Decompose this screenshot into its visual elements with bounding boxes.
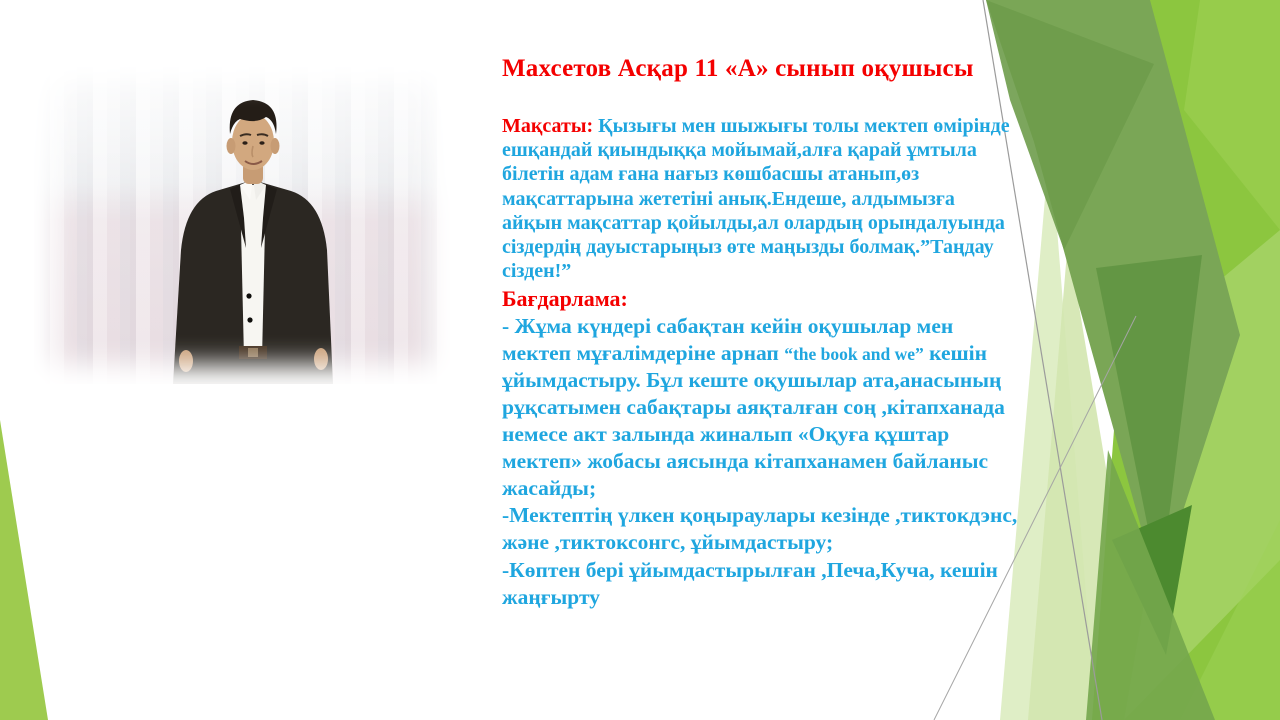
- program-item-1-post: кешін ұйымдастыру. Бұл кеште оқушылар ата,анасының рұқсатымен сабақтары аяқталған соң ,кітапханада немесе акт залында жиналып «Оқуға құштар мектеп» жобасы аясында кітапханамен байланыс жасайды;: [502, 340, 1005, 501]
- photo-curtain-backdrop: [34, 58, 450, 384]
- goal-text: Қызығы мен шыжығы толы мектеп өмірінде ешқандай қиындыққа мойымай,алға қарай ұмтыла білетін адам ғана нағыз көшбасшы атанып,өз мақсаттарына жететіні анық.Ендеше, алдымызға айқын мақсаттар қойылды,ал олардың орындалуында сіздердің дауыстарыңыз өте маңызды болмақ.”Таңдау сізден!”: [502, 115, 1010, 283]
- program-item-1-latin: “the book and we”: [784, 343, 924, 364]
- goal-label: Мақсаты:: [502, 115, 594, 137]
- program-item-3: -Көптен бері ұйымдастырылған ,Печа,Куча, кешін жаңғырту: [502, 557, 998, 609]
- student-photo: [34, 58, 450, 384]
- goal-paragraph: [502, 114, 1019, 283]
- program-item-1: [502, 313, 1019, 503]
- slide-text-block: [502, 54, 1019, 611]
- student-portrait-figure: [34, 58, 450, 384]
- program-label: Бағдарлама:: [502, 286, 628, 312]
- program-item-1-pre: - Жұма күндері сабақтан кейін оқушылар мен мектеп мұғалімдеріне арнап: [502, 313, 954, 365]
- program-item-2: -Мектептің үлкен қоңыраулары кезінде ,тиктокдэнс, және ,тиктоксонгс, ұйымдастыру;: [502, 503, 1018, 555]
- slide-title: Махсетов Асқар 11 «А» сынып оқушысы: [502, 55, 974, 82]
